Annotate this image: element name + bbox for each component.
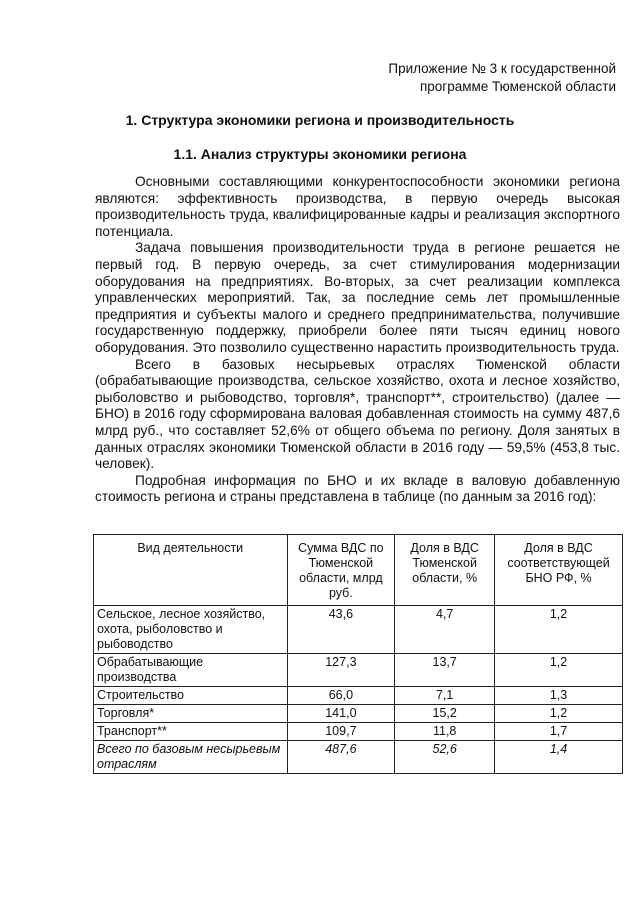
regional-share-cell: 4,7	[395, 606, 495, 654]
appendix-note	[388, 60, 616, 96]
table-row	[94, 705, 623, 723]
russia-share-cell: 1,2	[495, 705, 623, 723]
regional-share-cell: 52,6	[395, 741, 495, 774]
column-header-russia-share: Доля в ВДС соответствующей БНО РФ, %	[495, 535, 623, 606]
table-header-row	[94, 535, 623, 606]
regional-share-cell: 13,7	[395, 654, 495, 687]
gva-sum-cell: 43,6	[287, 606, 395, 654]
column-header-gva-sum: Сумма ВДС по Тюменской области, млрд руб.	[287, 535, 395, 606]
activity-cell: Торговля*	[94, 705, 288, 723]
activity-cell: Строительство	[94, 687, 288, 705]
russia-share-cell: 1,4	[495, 741, 623, 774]
activity-cell: Сельское, лесное хозяйство, охота, рыболовство и рыбоводство	[94, 606, 288, 654]
body-text	[95, 174, 620, 506]
russia-share-cell: 1,3	[495, 687, 623, 705]
gva-sum-cell: 141,0	[287, 705, 395, 723]
table-row	[94, 687, 623, 705]
activity-cell: Обрабатывающие производства	[94, 654, 288, 687]
russia-share-cell: 1,2	[495, 654, 623, 687]
regional-share-cell: 15,2	[395, 705, 495, 723]
table-row	[94, 723, 623, 741]
paragraph: Всего в базовых несырьевых отраслях Тюменской области (обрабатывающие производства, сельское хозяйство, охота и лесное хозяйство, рыболовство и рыбоводство, торговля*, транспорт**, строительство) (далее — БНО) в 2016 году сформирована валовая добавленная стоимость на сумму 487,6 млрд руб., что составляет 52,6% от общего объема по региону. Доля занятых в данных отраслях экономики Тюменской области в 2016 году — 59,5% (453,8 тыс. человек).	[95, 356, 620, 472]
paragraph: Основными составляющими конкурентоспособности экономики региона являются: эффективность производства, в первую очередь высокая производительность труда, квалифицированные кадры и реализация экспортного потенциала.	[95, 174, 620, 239]
appendix-line-2: программе Тюменской области	[419, 79, 616, 94]
gva-sum-cell: 109,7	[287, 723, 395, 741]
activity-cell: Всего по базовым несырьевым отраслям	[94, 741, 288, 774]
section-title: 1. Структура экономики региона и производительность	[125, 112, 515, 128]
paragraph: Задача повышения производительности труда в регионе решается не первый год. В первую очередь, за счет стимулирования модернизации оборудования на предприятиях. Во-вторых, за счет реализации комплекса управленческих мероприятий. Так, за последние семь лет промышленные предприятия и субъекты малого и среднего предпринимательства, получившие государственную поддержку, приобрели более пяти тысяч единиц нового оборудования. Это позволило существенно нарастить производительность труда.	[95, 240, 620, 355]
regional-share-cell: 11,8	[395, 723, 495, 741]
russia-share-cell: 1,7	[495, 723, 623, 741]
column-header-activity: Вид деятельности	[94, 535, 288, 606]
table-row	[94, 606, 623, 654]
appendix-line-1: Приложение № 3 к государственной	[388, 61, 616, 76]
russia-share-cell: 1,2	[495, 606, 623, 654]
table-row	[94, 654, 623, 687]
subsection-title: 1.1. Анализ структуры экономики региона	[173, 146, 467, 162]
regional-share-cell: 7,1	[395, 687, 495, 705]
table-total-row	[94, 741, 623, 774]
activity-cell: Транспорт**	[94, 723, 288, 741]
column-header-regional-share: Доля в ВДС Тюменской области, %	[395, 535, 495, 606]
gva-sum-cell: 66,0	[287, 687, 395, 705]
paragraph: Подробная информация по БНО и их вкладе в валовую добавленную стоимость региона и страны представлена в таблице (по данным за 2016 год):	[95, 472, 620, 505]
gva-sum-cell: 127,3	[287, 654, 395, 687]
bno-table	[93, 534, 623, 774]
gva-sum-cell: 487,6	[287, 741, 395, 774]
